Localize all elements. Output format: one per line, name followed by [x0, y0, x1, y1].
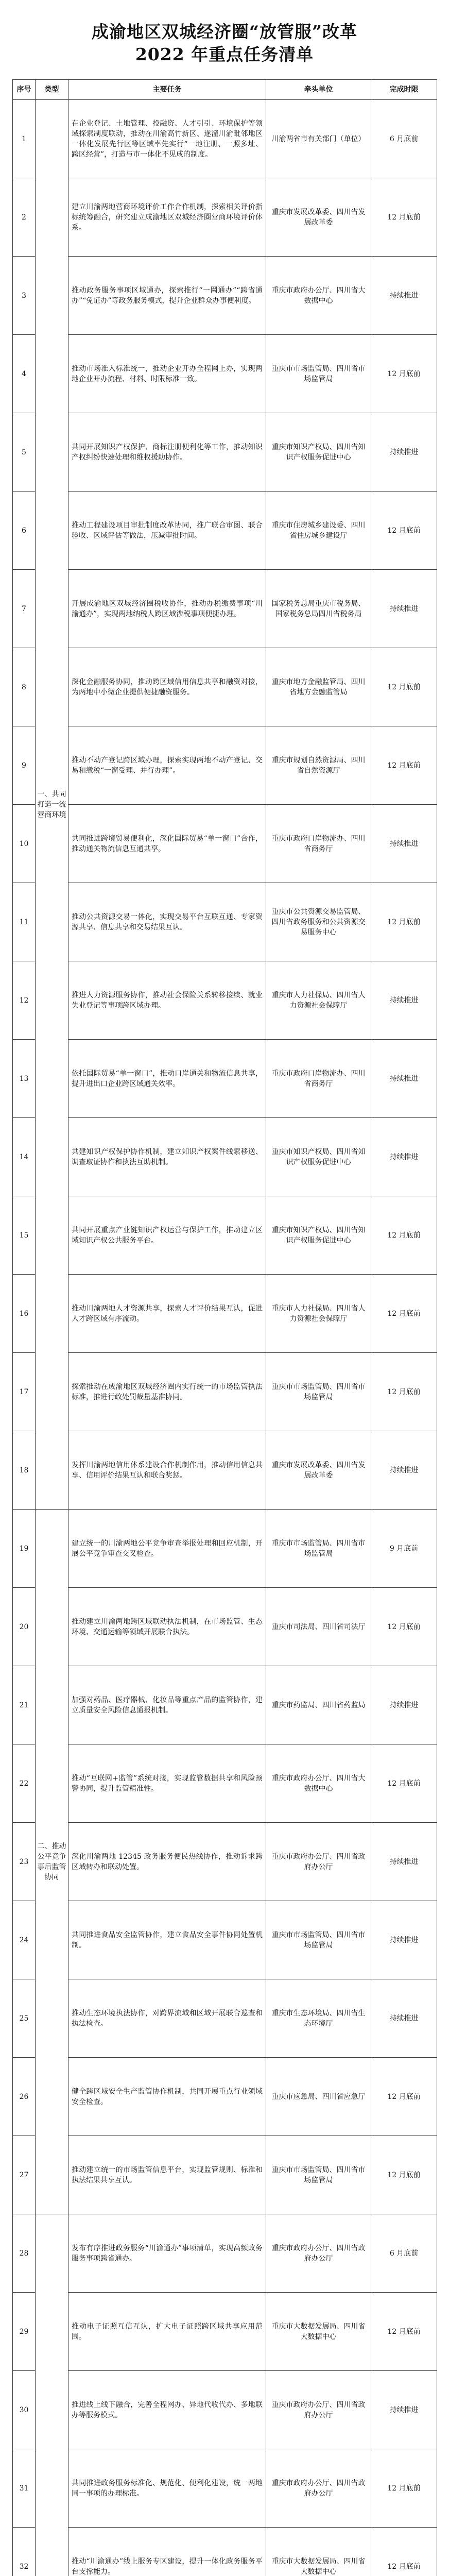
deadline: 12 月底前 — [371, 1744, 437, 1823]
lead-unit: 国家税务总局重庆市税务局、国家税务总局四川省税务局 — [266, 570, 371, 648]
deadline: 12 月底前 — [371, 1196, 437, 1275]
row-number: 7 — [13, 570, 36, 648]
task-description: 推动公共资源交易一体化，实现交易平台互联互通、专家资源共享、信息共享和交易结果互认。 — [68, 883, 266, 961]
task-description: 推动不动产登记跨区域办理，探索实现两地不动产登记、交易和缴税“一窗受理、并行办理”。 — [68, 726, 266, 805]
deadline: 6 月底前 — [371, 100, 437, 178]
lead-unit: 重庆市政府口岸物流办、四川省商务厅 — [266, 1040, 371, 1118]
task-description: 共同推进跨境贸易便利化，深化国际贸易“单一窗口”合作，推动通关物流信息互通共享。 — [68, 805, 266, 883]
lead-unit: 重庆市人力社保局、四川省人力资源社会保障厅 — [266, 961, 371, 1040]
lead-unit: 重庆市市场监管局、四川省市场监管局 — [266, 335, 371, 413]
document-title-line1: 成渝地区双城经济圈“放管服”改革 — [92, 22, 357, 42]
row-number: 25 — [13, 1979, 36, 2058]
deadline: 持续推进 — [371, 413, 437, 492]
table-row — [13, 1275, 437, 1353]
table-row — [13, 2528, 437, 2576]
table-row — [13, 726, 437, 805]
table-row — [13, 1823, 437, 1901]
table-row — [13, 257, 437, 335]
row-number: 11 — [13, 883, 36, 961]
deadline: 持续推进 — [371, 257, 437, 335]
task-description: 探索推动在成渝地区双城经济圈内实行统一的市场监管执法标准，推进行政处罚裁量基准协同。 — [68, 1353, 266, 1431]
task-description: 开展成渝地区双城经济圈税收协作，推动办税缴费事项“川渝通办”，实现两地纳税人跨区域涉税事项便捷办理。 — [68, 570, 266, 648]
deadline: 持续推进 — [371, 1118, 437, 1196]
lead-unit: 川渝两省市有关部门（单位） — [266, 100, 371, 178]
lead-unit: 重庆市政府办公厅、四川省大数据中心 — [266, 1744, 371, 1823]
table-row — [13, 1040, 437, 1118]
row-number: 18 — [13, 1431, 36, 1510]
table-row — [13, 1901, 437, 1979]
row-number: 5 — [13, 413, 36, 492]
table-row — [13, 100, 437, 178]
row-number: 17 — [13, 1353, 36, 1431]
task-description: 推动生态环境执法协作，对跨界流域和区域开展联合巡查和执法检查。 — [68, 1979, 266, 2058]
row-number: 31 — [13, 2449, 36, 2528]
row-number: 22 — [13, 1744, 36, 1823]
table-row — [13, 570, 437, 648]
deadline: 12 月底前 — [371, 2528, 437, 2576]
category-cell: 一、共同打造一流营商环境 — [36, 100, 68, 1510]
table-row — [13, 2058, 437, 2136]
row-number: 13 — [13, 1040, 36, 1118]
table-row — [13, 335, 437, 413]
lead-unit: 重庆市政府办公厅、四川省政府办公厅 — [266, 1823, 371, 1901]
task-table — [12, 79, 437, 2576]
deadline: 12 月底前 — [371, 2449, 437, 2528]
table-row — [13, 1588, 437, 1666]
deadline: 12 月底前 — [371, 726, 437, 805]
deadline: 12 月底前 — [371, 2293, 437, 2371]
deadline: 12 月底前 — [371, 2058, 437, 2136]
table-row — [13, 1353, 437, 1431]
lead-unit: 重庆市地方金融监管局、四川省地方金融监管局 — [266, 648, 371, 726]
task-description: 依托国际贸易“单一窗口”，推动口岸通关和物流信息共享，提升进出口企业跨区域通关效率。 — [68, 1040, 266, 1118]
table-row — [13, 2136, 437, 2214]
deadline: 持续推进 — [371, 1666, 437, 1744]
task-description: 建立川渝两地营商环境评价工作合作机制，探索相关评价指标统筹融合，研究建立成渝地区双城经济圈营商环境评价体系。 — [68, 178, 266, 257]
lead-unit: 重庆市市场监管局、四川省市场监管局 — [266, 1901, 371, 1979]
lead-unit: 重庆市政府口岸物流办、四川省商务厅 — [266, 805, 371, 883]
task-description: 共建知识产权保护协作机制，建立知识产权案件线索移送、调查取证协作和执法互助机制。 — [68, 1118, 266, 1196]
task-description: 推动工程建设项目审批制度改革协同，推广联合审图、联合验收、区域评估等做法，压减审批时间。 — [68, 492, 266, 570]
task-description: 推动电子证照互信互认，扩大电子证照跨区域共享应用范围。 — [68, 2293, 266, 2371]
task-description: 推动市场准入标准统一，推动企业开办全程网上办，实现两地企业开办流程、材料、时限标准一致。 — [68, 335, 266, 413]
row-number: 14 — [13, 1118, 36, 1196]
task-description: 发挥川渝两地信用体系建设合作机制作用，推动信用信息共享、信用评价结果互认和联合奖惩。 — [68, 1431, 266, 1510]
task-description: 共同开展知识产权保护、商标注册便利化等工作，推动知识产权纠纷快速处理和维权援助协作。 — [68, 413, 266, 492]
task-description: 健全跨区域安全生产监管协作机制，共同开展重点行业领域安全检查。 — [68, 2058, 266, 2136]
lead-unit: 重庆市市场监管局、四川省市场监管局 — [266, 1353, 371, 1431]
deadline: 12 月底前 — [371, 1275, 437, 1353]
task-description: 推进线上线下融合，完善全程网办、异地代收代办、多地联办等服务模式。 — [68, 2371, 266, 2449]
table-body — [13, 100, 437, 2576]
task-description: 推动“川渝通办”线上服务专区建设，提升一体化政务服务平台支撑能力。 — [68, 2528, 266, 2576]
row-number: 10 — [13, 805, 36, 883]
task-description: 建立统一的川渝两地公平竞争审查举报处理和回应机制，开展公平竞争审查交叉检查。 — [68, 1510, 266, 1588]
task-description: 在企业登记、土地管理、投融资、人才引引、环境保护等领域探索制度联动，推动在川渝高竹新区、遂潼川渝毗邻地区一体化发展先行区等区域率先实行“一地注册、一照多址、跨区经营”，打造与市一体化不见成的制度。 — [68, 100, 266, 178]
deadline: 12 月底前 — [371, 648, 437, 726]
task-description: 推动政务服务事项区域通办，探索推行“一网通办”“跨省通办”“免证办”等政务服务模式，提升企业群众办事便利度。 — [68, 257, 266, 335]
table-row — [13, 1431, 437, 1510]
table-row — [13, 1744, 437, 1823]
row-number: 15 — [13, 1196, 36, 1275]
lead-unit: 重庆市公共资源交易监管局、四川省政务服务和公共资源交易服务中心 — [266, 883, 371, 961]
row-number: 19 — [13, 1510, 36, 1588]
deadline: 持续推进 — [371, 1040, 437, 1118]
table-row — [13, 805, 437, 883]
table-row — [13, 2214, 437, 2293]
task-description: 发布有序推进政务服务“川渝通办”事项清单，实现高频政务服务事项跨省通办。 — [68, 2214, 266, 2293]
task-description: 推动川渝两地人才资源共享，探索人才评价结果互认，促进人才跨区域有序流动。 — [68, 1275, 266, 1353]
table-row — [13, 1196, 437, 1275]
task-description: 共同推进政务服务标准化、规范化、便利化建设，统一两地同一事项的办理标准。 — [68, 2449, 266, 2528]
task-description: 深化金融服务协同，推动跨区域信用信息共享和融资对接，为两地中小微企业提供便捷融资服务。 — [68, 648, 266, 726]
lead-unit: 重庆市知识产权局、四川省知识产权服务促进中心 — [266, 1196, 371, 1275]
deadline: 持续推进 — [371, 1823, 437, 1901]
row-number: 32 — [13, 2528, 36, 2576]
table-row — [13, 961, 437, 1040]
deadline: 12 月底前 — [371, 883, 437, 961]
lead-unit: 重庆市市场监管局、四川省市场监管局 — [266, 1510, 371, 1588]
deadline: 9 月底前 — [371, 1510, 437, 1588]
row-number: 12 — [13, 961, 36, 1040]
deadline: 12 月底前 — [371, 1588, 437, 1666]
row-number: 26 — [13, 2058, 36, 2136]
lead-unit: 重庆市生态环境局、四川省生态环境厅 — [266, 1979, 371, 2058]
table-row — [13, 178, 437, 257]
deadline: 持续推进 — [371, 1979, 437, 2058]
column-header-deadline: 完成时限 — [371, 80, 437, 100]
lead-unit: 重庆市司法局、四川省司法厅 — [266, 1588, 371, 1666]
deadline: 12 月底前 — [371, 2136, 437, 2214]
deadline: 持续推进 — [371, 1431, 437, 1510]
table-row — [13, 2293, 437, 2371]
lead-unit: 重庆市政府办公厅、四川省政府办公厅 — [266, 2214, 371, 2293]
table-row — [13, 413, 437, 492]
task-description: 推动建立川渝两地跨区域联动执法机制，在市场监管、生态环境、交通运输等领域开展联合执法。 — [68, 1588, 266, 1666]
task-description: 深化川渝两地 12345 政务服务便民热线协作，推动诉求跨区域转办和联动处置。 — [68, 1823, 266, 1901]
row-number: 8 — [13, 648, 36, 726]
lead-unit: 重庆市应急局、四川省应急厅 — [266, 2058, 371, 2136]
lead-unit: 重庆市住房城乡建设委、四川省住房城乡建设厅 — [266, 492, 371, 570]
deadline: 12 月底前 — [371, 178, 437, 257]
deadline: 12 月底前 — [371, 1353, 437, 1431]
task-description: 推动建立统一的市场监管信息平台，实现监管规则、标准和执法结果共享互认。 — [68, 2136, 266, 2214]
lead-unit: 重庆市市场监管局、四川省市场监管局 — [266, 2136, 371, 2214]
table-row — [13, 1118, 437, 1196]
deadline: 持续推进 — [371, 805, 437, 883]
table-row — [13, 2449, 437, 2528]
column-header-lead-unit: 牵头单位 — [266, 80, 371, 100]
deadline: 6 月底前 — [371, 2214, 437, 2293]
row-number: 6 — [13, 492, 36, 570]
deadline: 持续推进 — [371, 961, 437, 1040]
task-description: 推进人力资源服务协作，推动社会保险关系转移接续、就业失业登记等事项跨区域办理。 — [68, 961, 266, 1040]
column-header-number: 序号 — [13, 80, 36, 100]
lead-unit: 重庆市政府办公厅、四川省政府办公厅 — [266, 2371, 371, 2449]
row-number: 20 — [13, 1588, 36, 1666]
row-number: 30 — [13, 2371, 36, 2449]
row-number: 27 — [13, 2136, 36, 2214]
lead-unit: 重庆市大数据发展局、四川省大数据中心 — [266, 2293, 371, 2371]
lead-unit: 重庆市人力社保局、四川省人力资源社会保障厅 — [266, 1275, 371, 1353]
lead-unit: 重庆市大数据发展局、四川省大数据中心 — [266, 2528, 371, 2576]
deadline: 12 月底前 — [371, 335, 437, 413]
row-number: 24 — [13, 1901, 36, 1979]
row-number: 16 — [13, 1275, 36, 1353]
table-row — [13, 1510, 437, 1588]
lead-unit: 重庆市政府办公厅、四川省政府办公厅 — [266, 2449, 371, 2528]
row-number: 2 — [13, 178, 36, 257]
row-number: 23 — [13, 1823, 36, 1901]
deadline: 持续推进 — [371, 570, 437, 648]
task-description: 推动“互联网+监管”系统对接，实现监管数据共享和风险预警协同，提升监管精准性。 — [68, 1744, 266, 1823]
lead-unit: 重庆市规划自然资源局、四川省自然资源厅 — [266, 726, 371, 805]
column-header-task: 主要任务 — [68, 80, 266, 100]
column-header-category: 类型 — [36, 80, 68, 100]
table-row — [13, 1666, 437, 1744]
lead-unit: 重庆市发展改革委、四川省发展改革委 — [266, 1431, 371, 1510]
lead-unit: 重庆市政府办公厅、四川省大数据中心 — [266, 257, 371, 335]
task-description: 共同推进食品安全监管协作，建立食品安全事件协同处置机制。 — [68, 1901, 266, 1979]
row-number: 3 — [13, 257, 36, 335]
deadline: 12 月底前 — [371, 492, 437, 570]
table-row — [13, 648, 437, 726]
row-number: 1 — [13, 100, 36, 178]
row-number: 28 — [13, 2214, 36, 2293]
category-cell: 二、推动公平竞争事后监管协同 — [36, 1510, 68, 2214]
category-cell — [36, 2214, 68, 2576]
table-row — [13, 1979, 437, 2058]
lead-unit: 重庆市知识产权局、四川省知识产权服务促进中心 — [266, 1118, 371, 1196]
row-number: 21 — [13, 1666, 36, 1744]
row-number: 4 — [13, 335, 36, 413]
task-description: 加强对药品、医疗器械、化妆品等重点产品的监管协作，建立质量安全风险信息通报机制。 — [68, 1666, 266, 1744]
lead-unit: 重庆市知识产权局、四川省知识产权服务促进中心 — [266, 413, 371, 492]
lead-unit: 重庆市药监局、四川省药监局 — [266, 1666, 371, 1744]
table-row — [13, 492, 437, 570]
table-row — [13, 2371, 437, 2449]
lead-unit: 重庆市发展改革委、四川省发展改革委 — [266, 178, 371, 257]
task-description: 共同开展重点产业链知识产权运营与保护工作，推动建立区域知识产权公共服务平台。 — [68, 1196, 266, 1275]
document-title-line2: 2022 年重点任务清单 — [135, 44, 314, 64]
table-row — [13, 883, 437, 961]
deadline: 持续推进 — [371, 2371, 437, 2449]
row-number: 29 — [13, 2293, 36, 2371]
deadline: 持续推进 — [371, 1901, 437, 1979]
row-number: 9 — [13, 726, 36, 805]
table-header-row — [13, 80, 437, 100]
